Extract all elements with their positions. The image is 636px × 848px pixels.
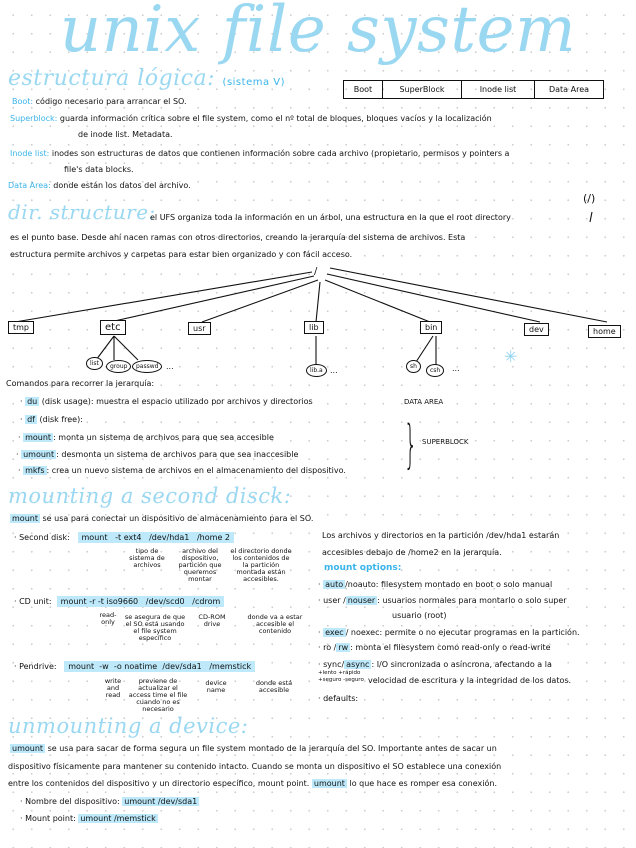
cmd: mount	[12, 514, 38, 523]
file-node: passwd	[132, 360, 162, 373]
ellipsis: ...	[166, 362, 174, 371]
option-auto: · auto /noauto: filesystem montado en boot o solo manual	[318, 580, 553, 589]
note: previene de actualizar el access time el file cuando no es necesario	[128, 677, 188, 713]
mount-options-heading: mount options:	[324, 563, 402, 573]
ellipsis: ...	[330, 366, 338, 375]
subheading: (sistema V)	[222, 77, 286, 88]
opt: nouser	[347, 596, 376, 605]
note: write and read	[104, 677, 122, 699]
sync-note-1: +lento +rápido	[318, 670, 361, 676]
table-cell: Boot	[344, 81, 383, 98]
mount-explanation-1: Los archivos y directorios en la partición /dev/hda1 estarán	[322, 531, 560, 540]
option-ro-rw: · ro / rw : monta el filesystem como read-only o read-write	[318, 643, 551, 652]
desc: : monta un sistema de archivos para que sea accesible	[53, 433, 274, 442]
pendrive-cmd: · Pendrive: mount -w -o noatime /dev/sda1 /memstick	[14, 662, 255, 672]
dir-text-1: el UFS organiza toda la información en un árbol, una estructura en la que el root directory	[150, 213, 511, 222]
desc: : usuarios normales para montarlo o solo super	[377, 596, 567, 605]
dir-text-2: es el punto base. Desde ahí nacen ramas con otros directorios, creando la jerarquía del sistema de archivos. Esta	[10, 233, 466, 242]
text: lo que hace es romper esa conexión.	[349, 779, 497, 788]
def-boot	[12, 97, 187, 107]
mount-intro	[10, 514, 313, 524]
unmount-device-name: · Nombre del dispositivo: umount /dev/sda1	[20, 797, 198, 806]
file-node: csh	[426, 364, 444, 377]
part: -t ext4	[115, 533, 142, 542]
unmount-text-1	[10, 744, 497, 754]
table-cell: Data Area	[548, 85, 590, 94]
dir-node-etc: etc	[100, 320, 126, 335]
dir-text-3: estructura permite archivos y carpetas para estar bien organizado y con fácil acceso.	[10, 250, 353, 259]
ellipsis: ...	[452, 364, 460, 373]
heading-text: estructura lógica:	[8, 66, 216, 91]
part: -t iso9660	[97, 597, 139, 606]
note: CD-ROM drive	[198, 613, 226, 628]
desc: / noexec: permite o no ejecutar programas en la partición.	[345, 628, 580, 637]
def-superblock	[10, 114, 492, 124]
desc: se usa para conectar un dispositivo de almacenamiento para el SO.	[42, 514, 314, 523]
cmd: mkfs	[25, 466, 45, 475]
dir-node-home: home	[588, 325, 621, 338]
commands-heading: Comandos para recorrer la jerarquía:	[6, 379, 155, 388]
part: mount	[68, 662, 95, 671]
note: se asegura de que el SO está usando el file system específico	[124, 613, 186, 642]
note: device name	[205, 679, 227, 694]
desc: : I/O sincronizada o asíncrona, afectando a la	[371, 660, 552, 669]
part: -r	[89, 597, 96, 606]
superblock-label: SUPERBLOCK	[422, 438, 469, 446]
option-defaults: · defaults:	[318, 694, 359, 703]
def-inode-cont: file's data blocks.	[64, 165, 134, 174]
part: /home 2	[196, 533, 230, 542]
cmd: umount	[12, 744, 44, 753]
label: Mount point:	[25, 814, 76, 823]
option-sync-cont: velocidad de escritura y la integridad de los datos.	[368, 676, 572, 685]
pre: user /	[323, 596, 346, 605]
opt: auto	[325, 580, 344, 589]
sync-note-2: +seguro -seguro	[318, 677, 364, 683]
pre: ro /	[323, 643, 337, 652]
desc: : desmonta un sistema de archivos para que sea inaccesible	[56, 450, 299, 459]
opt: exec	[325, 628, 344, 637]
command-mount: · mount : monta un sistema de archivos para que sea accesible	[18, 433, 274, 442]
tree-root: /	[314, 266, 318, 277]
def-data-area	[8, 181, 191, 191]
part: -o noatime	[113, 662, 158, 671]
table-cell: Inode list	[462, 81, 535, 98]
definition: donde están los datos del archivo.	[53, 181, 191, 190]
cmd: umount /dev/sda1	[124, 797, 198, 806]
part: /dev/sda1	[162, 662, 202, 671]
command-du: · du (disk usage): muestra el espacio utilizado por archivos y directorios	[20, 397, 313, 406]
desc: /noauto: filesystem montado en boot o solo manual	[345, 580, 553, 589]
note: donde está accesible	[255, 679, 293, 694]
logical-heading	[8, 66, 285, 91]
option-exec: · exec / noexec: permite o no ejecutar programas en la partición.	[318, 628, 580, 637]
part: -w	[99, 662, 109, 671]
pre: defaults:	[323, 694, 359, 703]
text: entre los contenidos del dispositivo y un directorio específico, mount point.	[8, 779, 310, 788]
opt: async	[346, 660, 370, 669]
label: CD unit:	[19, 597, 52, 606]
part: mount	[81, 533, 108, 542]
unmount-text-3	[8, 779, 497, 789]
def-superblock-cont: de inode list. Metadata.	[78, 130, 173, 139]
root-note: (/)	[583, 192, 596, 205]
part: /dev/hda1	[149, 533, 190, 542]
desc: : crea un nuevo sistema de archivos en el almacenamiento del dispositivo.	[46, 466, 346, 475]
cmd: df	[27, 415, 35, 424]
option-user: · user / nouser : usuarios normales para montarlo o solo super	[318, 596, 567, 605]
label: Nombre del dispositivo:	[25, 797, 120, 806]
def-inode	[10, 149, 509, 159]
brace: }	[404, 415, 418, 475]
desc: (disk free):	[39, 415, 83, 424]
cmd: mount	[25, 433, 52, 442]
term: Inode list:	[10, 149, 50, 158]
dir-node-bin: bin	[420, 321, 442, 334]
unmounting-heading: unmounting a device:	[8, 714, 249, 738]
desc: (disk usage): muestra el espacio utilizado por archivos y directorios	[41, 397, 313, 406]
cd-unit-cmd: · CD unit: mount -r -t iso9660 /dev/scd0 /cdrom	[14, 597, 224, 607]
part: /cdrom	[192, 597, 221, 606]
part: /dev/scd0	[145, 597, 185, 606]
option-user-cont: usuario (root)	[392, 611, 447, 620]
dir-node-tmp: tmp	[8, 321, 34, 334]
file-node: group	[106, 360, 131, 373]
dir-node-dev: dev	[524, 323, 549, 336]
dir-node-lib: lib	[304, 321, 324, 334]
file-node: sh	[406, 360, 421, 373]
cmd: umount /memstick	[80, 814, 156, 823]
data-area-label: DATA AREA	[404, 398, 444, 406]
dir-node-usr: usr	[188, 322, 211, 335]
command-umount: · umount : desmonta un sistema de archivos para que sea inaccesible	[16, 450, 299, 459]
mount-explanation-2: accesibles debajo de /home2 en la jerarquía.	[322, 548, 502, 557]
term: Superblock:	[10, 114, 58, 123]
note: read-only	[99, 611, 117, 626]
part: /memstick	[209, 662, 252, 671]
table-cell: SuperBlock	[383, 81, 462, 98]
text: se usa para sacar de forma segura un file system montado de la jerarquía del SO. Importante antes de sacar un	[47, 744, 497, 753]
unmount-text-2: dispositivo físicamente para mantener su contenido intacto. Cuando se monta un dispositivo el SO establece una conexión	[8, 762, 502, 771]
disk-layout-table	[343, 80, 604, 99]
desc: : monta el filesystem como read-only o read-write	[350, 643, 551, 652]
label: Second disk:	[19, 533, 70, 542]
note: donde va a estar accesible el contenido	[247, 613, 303, 635]
term: Data Area:	[8, 181, 51, 190]
snowflake-icon: ✳	[504, 347, 518, 366]
command-df: · df (disk free):	[20, 415, 83, 424]
cmd: umount	[313, 779, 345, 788]
page-title: unix file system	[59, 0, 577, 67]
note: tipo de sistema de archivos	[129, 547, 165, 569]
file-node: list	[86, 357, 103, 370]
unmount-mount-point: · Mount point: umount /memstick	[20, 814, 156, 823]
cmd: du	[27, 397, 38, 406]
note: archivo del dispositivo, partición que queremos montar	[178, 547, 222, 583]
definition: código necesario para arrancar el SO.	[35, 97, 187, 106]
pre: sync/	[323, 660, 345, 669]
dir-heading: dir. structure:	[8, 200, 156, 224]
label: Pendrive:	[19, 662, 57, 671]
definition: guarda información crítica sobre el file system, como el nº total de bloques, bloques vacíos y la localización	[59, 114, 492, 123]
option-sync: · sync/ async : I/O sincronizada o asíncrona, afectando a la	[318, 660, 552, 669]
mounting-heading: mounting a second disck:	[8, 484, 292, 508]
definition: inodes son estructuras de datos que contienen información sobre cada archivo (propietario, permisos y pointers a	[51, 149, 510, 158]
term: Boot:	[12, 97, 34, 106]
note: el directorio donde los contenidos de la partición montada están accesibles.	[230, 547, 292, 583]
opt: rw	[338, 643, 349, 652]
second-disk-cmd: · Second disk: mount -t ext4 /dev/hda1 /home 2	[14, 533, 234, 543]
file-node: lib.a	[306, 364, 327, 377]
command-mkfs: · mkfs : crea un nuevo sistema de archivos en el almacenamiento del dispositivo.	[18, 466, 346, 475]
part: mount	[60, 597, 87, 606]
cmd: umount	[23, 450, 55, 459]
